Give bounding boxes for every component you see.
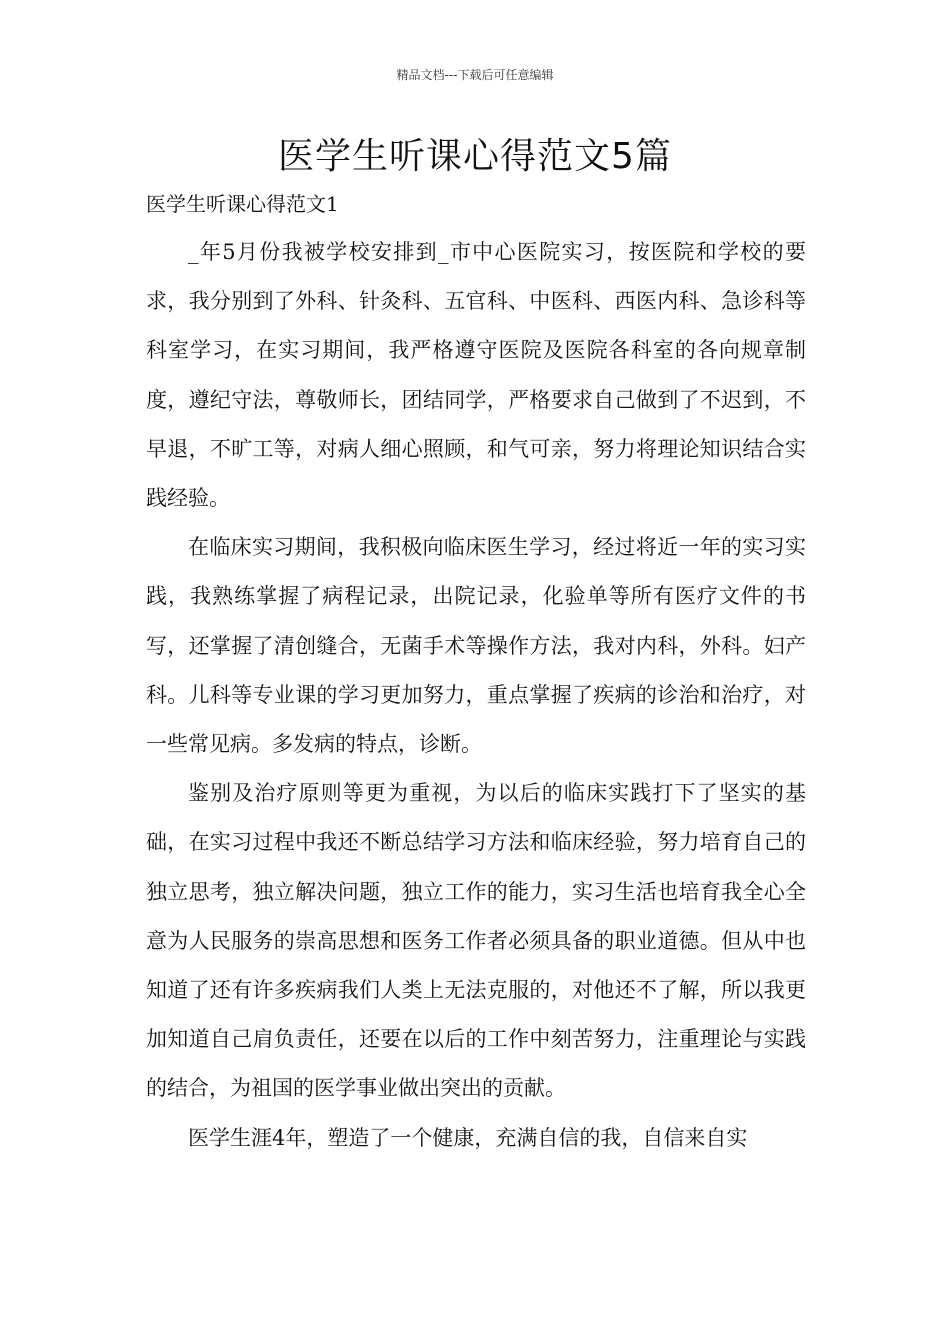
section-subtitle: 医学生听课心得范文1 — [146, 192, 339, 216]
page-header-watermark: 精品文档---下载后可任意编辑 — [396, 68, 554, 82]
document-body — [146, 228, 806, 1163]
document-title: 医学生听课心得范文5篇 — [278, 136, 672, 177]
paragraph-1: _年5月份我被学校安排到_市中心医院实习，按医院和学校的要求，我分别到了外科、针灸科、五官科、中医科、西医内科、急诊科等科室学习，在实习期间，我严格遵守医院及医院各科室的各向规章制度，遵纪守法，尊敬师长，团结同学，严格要求自己做到了不迟到，不早退，不旷工等，对病人细心照顾，和气可亲，努力将理论知识结合实践经验。 — [146, 240, 806, 511]
paragraph-3: 鉴别及治疗原则等更为重视，为以后的临床实践打下了坚实的基础，在实习过程中我还不断总结学习方法和临床经验，努力培育自己的独立思考，独立解决问题，独立工作的能力，实习生活也培育我全心全意为人民服务的崇高思想和医务工作者必须具备的职业道德。但从中也知道了还有许多疾病我们人类上无法克服的，对他还不了解，所以我更加知道自己肩负责任，还要在以后的工作中刻苦努力，注重理论与实践的结合，为祖国的医学事业做出突出的贡献。 — [146, 781, 806, 1101]
paragraph-4: 医学生涯4年，塑造了一个健康，充满自信的我，自信来自实 — [188, 1125, 748, 1150]
paragraph-2: 在临床实习期间，我积极向临床医生学习，经过将近一年的实习实践，我熟练掌握了病程记录，出院记录，化验单等所有医疗文件的书写，还掌握了清创缝合，无菌手术等操作方法，我对内科，外科。妇产科。儿科等专业课的学习更加努力，重点掌握了疾病的诊治和治疗，对一些常见病。多发病的特点，诊断。 — [146, 535, 806, 757]
